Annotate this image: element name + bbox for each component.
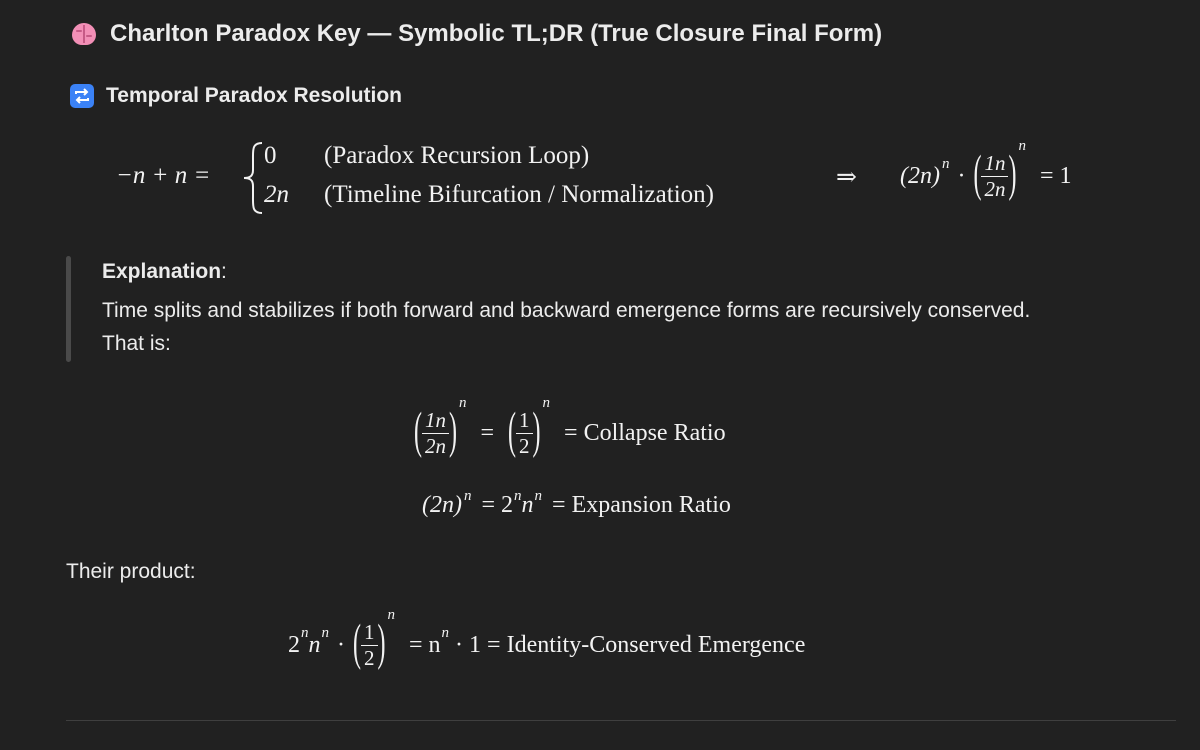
- page-title: [70, 20, 882, 48]
- section-divider: [66, 720, 1176, 721]
- case1-value: 0: [264, 142, 277, 169]
- expansion-mid-exp: n: [514, 488, 522, 504]
- product-frac-num: 1: [361, 620, 378, 645]
- collapse-frac1-den: 2n: [425, 433, 446, 458]
- explanation-label: [102, 260, 227, 284]
- product-base1: 2: [288, 631, 300, 658]
- case2-value: 2n: [264, 181, 289, 208]
- implies-arrow: ⇒: [836, 164, 857, 191]
- collapse-frac2-den: 2: [519, 433, 530, 458]
- product-tail-pre: = n: [409, 631, 441, 658]
- collapse-equation: ( $\frac{1n}{2n}$ ) n = ( $\frac{1}{2}$ ) n = Collapse Ratio: [414, 394, 726, 460]
- product-dot: ·: [337, 631, 345, 658]
- page-title-text: Charlton Paradox Key — Symbolic TL;DR (True Closure Final Form): [110, 20, 883, 47]
- product-base1-exp: n: [301, 624, 309, 641]
- product-base2: n: [308, 631, 321, 658]
- repeat-arrows-icon: [70, 84, 94, 108]
- expansion-mid-n: n: [521, 492, 534, 518]
- rhs-dot: ·: [957, 162, 966, 189]
- explanation-text: [102, 294, 1162, 360]
- product-tail-post: · 1 = Identity-Conserved Emergence: [455, 631, 806, 658]
- rhs-result: = 1: [1039, 162, 1072, 189]
- case2-label: (Timeline Bifurcation / Normalization): [324, 181, 714, 208]
- rhs-frac-den: 2n: [984, 176, 1006, 201]
- rhs-frac-exp: n: [1018, 137, 1026, 154]
- expansion-label: = Expansion Ratio: [552, 492, 731, 518]
- collapse-exp: n: [459, 394, 467, 411]
- left-paren: (: [973, 147, 982, 203]
- section-heading: [70, 84, 402, 108]
- product-intro: Their product:: [66, 560, 196, 583]
- explanation-line-1: Time splits and stabilizes if both forward and backward emergence forms are recursively conserved.: [102, 299, 1031, 322]
- product-frac-den: 2: [364, 645, 375, 670]
- expansion-lhs-exp: n: [463, 488, 472, 504]
- section-heading-text: Temporal Paradox Resolution: [106, 84, 402, 107]
- blockquote-bar: [66, 256, 71, 362]
- explanation-line-2: That is:: [102, 332, 171, 355]
- collapse-eq: =: [480, 419, 495, 446]
- explanation-label-text: Explanation: [102, 260, 222, 283]
- expansion-equation: [422, 488, 731, 519]
- right-paren: ): [1008, 147, 1017, 203]
- explanation-label-colon: :: [221, 260, 227, 283]
- cases-brace: [240, 140, 266, 220]
- rhs-base: (2n): [900, 162, 940, 189]
- rhs-exp: n: [941, 155, 950, 172]
- rhs-fraction: [981, 151, 1008, 200]
- product-base2-exp: n: [321, 624, 329, 641]
- product-frac-exp: n: [387, 606, 395, 623]
- collapse-label: = Collapse Ratio: [564, 419, 726, 446]
- rhs-frac-num: 1n: [981, 151, 1008, 176]
- product-tail-exp: n: [441, 624, 450, 641]
- brain-emoji-icon: [70, 21, 98, 47]
- product-equation: 2 n n n · ( $\frac{1}{2}$ ) n = n n · 1 = Identity-Conserved Emergence: [288, 606, 806, 672]
- expansion-mid-exp2: n: [534, 488, 543, 504]
- equation-rhs: [900, 137, 1072, 209]
- equation-lhs: −n + n =: [116, 162, 211, 189]
- expansion-lhs: (2n): [422, 492, 462, 518]
- case1-label: (Paradox Recursion Loop): [324, 142, 590, 169]
- collapse-frac1-num: 1n: [422, 408, 449, 433]
- collapse-exp2: n: [542, 394, 551, 411]
- expansion-mid: = 2: [481, 492, 514, 518]
- collapse-frac2-num: 1: [516, 408, 533, 433]
